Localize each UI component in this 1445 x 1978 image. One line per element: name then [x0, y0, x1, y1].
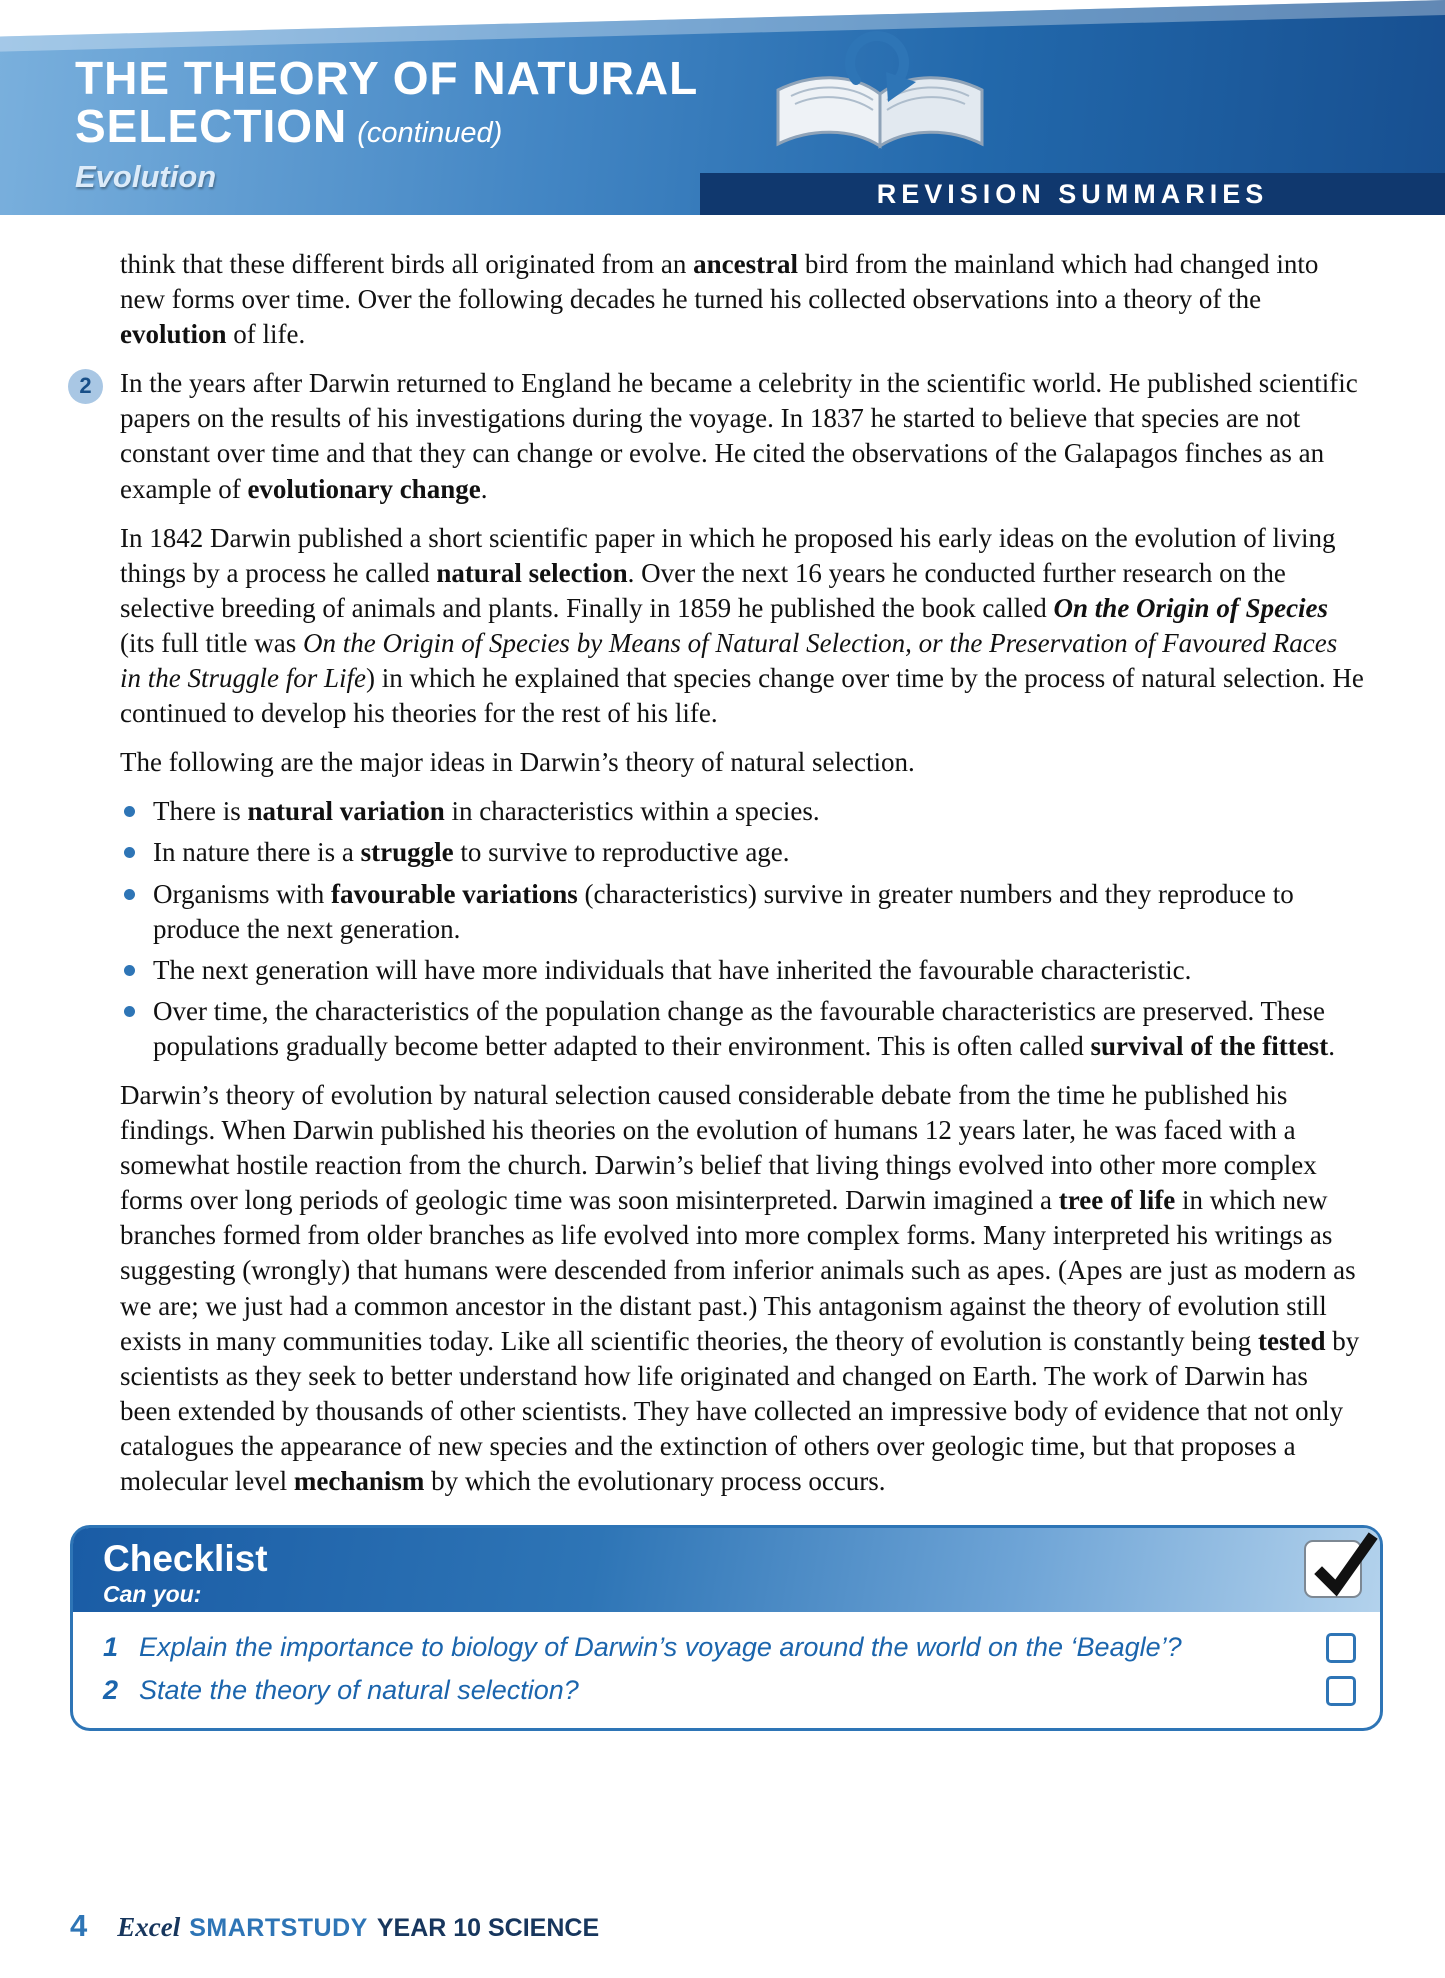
bullet-text: There is natural variation in characteristics within a species. — [153, 796, 820, 827]
item-number-badge: 2 — [68, 369, 103, 404]
page-footer — [70, 1908, 599, 1944]
bullet-text: Organisms with favourable variations (characteristics) survive in greater numbers and they reproduce to produce the next generation. — [153, 878, 1294, 944]
checklist-item-text: State the theory of natural selection? — [139, 1675, 579, 1706]
checklist-item-2 — [103, 1675, 1356, 1706]
bullet-icon — [124, 965, 135, 976]
checklist-item-text: Explain the importance to biology of Darwin’s voyage around the world on the ‘Beagle’? — [139, 1632, 1182, 1663]
bullet-item — [124, 877, 1365, 947]
bullet-icon — [124, 1006, 135, 1017]
checklist-item-1 — [103, 1632, 1356, 1663]
page-header — [0, 0, 1445, 215]
bullet-text: The next generation will have more individuals that have inherited the favourable characteristic. — [153, 954, 1192, 985]
bullet-text: Over time, the characteristics of the population change as the favourable characteristics are preserved. These populations gradually become better adapted to their environment. This is often called survival of the fittest. — [153, 995, 1335, 1061]
paragraph-following: The following are the major ideas in Darwin’s theory of natural selection. — [120, 747, 915, 778]
bullet-icon — [124, 847, 135, 858]
page-title-selection: SELECTION — [75, 100, 348, 153]
checklist-subtitle: Can you: — [103, 1581, 202, 1608]
bullet-item — [124, 953, 1365, 988]
bullet-item — [124, 835, 1365, 870]
open-book-shape — [778, 78, 982, 146]
bullet-text: In nature there is a struggle to survive to reproductive age. — [153, 837, 790, 868]
page-title-line1: THE THEORY OF NATURAL — [75, 52, 699, 104]
title-block — [75, 54, 698, 195]
bullet-item — [124, 994, 1365, 1064]
checklist-item-number: 1 — [103, 1632, 119, 1663]
page-title-continued: (continued) — [357, 117, 503, 150]
checklist-box — [70, 1525, 1383, 1731]
checklist-item-number: 2 — [103, 1675, 119, 1706]
checkbox-empty-icon[interactable] — [1326, 1676, 1356, 1706]
page-number: 4 — [70, 1908, 88, 1943]
checklist-tick-icon — [1304, 1540, 1362, 1598]
paragraph-1842: In 1842 Darwin published a short scientific paper in which he proposed his early ideas on the evolution of living things by a process he called natural selection. Over the next 16 years he conducted further research on the selective breeding of animals and plants. Finally in 1859 he published the book called On the Origin of Species (its full title was On the Origin of Species by Means of Natural Selection, or the Preservation of Favoured Races in the Struggle for Life) in which he explained that species change over time by the process of natural selection. He continued to develop his theories for the rest of his life. — [120, 522, 1364, 729]
checklist-body — [73, 1612, 1380, 1728]
paragraph-intro: think that these different birds all originated from an ancestral bird from the mainland which had changed into new forms over time. Over the following decades he turned his collected observations into a theory of the evolution of life. — [120, 249, 1319, 350]
section-subtitle: Evolution — [75, 158, 217, 194]
bullet-icon — [124, 806, 135, 817]
checkbox-empty-icon[interactable] — [1326, 1633, 1356, 1663]
bullet-item — [124, 794, 1365, 829]
brand-series: YEAR 10 SCIENCE — [376, 1914, 600, 1942]
revision-summaries-badge: REVISION SUMMARIES — [700, 173, 1445, 215]
revision-book-icon — [770, 30, 990, 165]
paragraph-debate: Darwin’s theory of evolution by natural selection caused considerable debate from the time he published his findings. When Darwin published his theories on the evolution of humans 12 years later, he was faced with a somewhat hostile reaction from the church. Darwin’s belief that living things evolved into other more complex forms over long periods of geologic time was soon misinterpreted. Darwin imagined a tree of life in which new branches formed from older branches as life evolved into more complex forms. Many interpreted his writings as suggesting (wrongly) that humans were descended from inferior animals such as apes. (Apes are just as modern as we are; we just had a common ancestor in the distant past.) This antagonism against the theory of evolution still exists in many communities today. Like all scientific theories, the theory of evolution is constantly being tested by scientists as they seek to better understand how life originated and changed on Earth. The work of Darwin has been extended by thousands of other scientists. They have collected an impressive body of evidence that not only catalogues the appearance of new species and the extinction of others over geologic time, but that proposes a molecular level mechanism by which the evolutionary process occurs. — [120, 1079, 1360, 1496]
brand-excel: Excel — [117, 1912, 181, 1942]
checklist-title: Checklist — [103, 1538, 268, 1580]
checklist-header — [73, 1528, 1380, 1612]
page-title-line2 — [75, 100, 698, 153]
bullet-list — [124, 794, 1365, 1064]
bullet-icon — [124, 889, 135, 900]
page-content — [0, 215, 1445, 1499]
paragraph-item2: In the years after Darwin returned to England he became a celebrity in the scientific world. He published scientific papers on the results of his investigations during the voyage. In 1837 he started to believe that species are not constant over time and that they can change or evolve. He cited the observations of the Galapagos finches as an example of evolutionary change. — [120, 368, 1358, 504]
brand-smartstudy: SMARTSTUDY — [189, 1914, 368, 1942]
numbered-item-2 — [79, 366, 1365, 506]
